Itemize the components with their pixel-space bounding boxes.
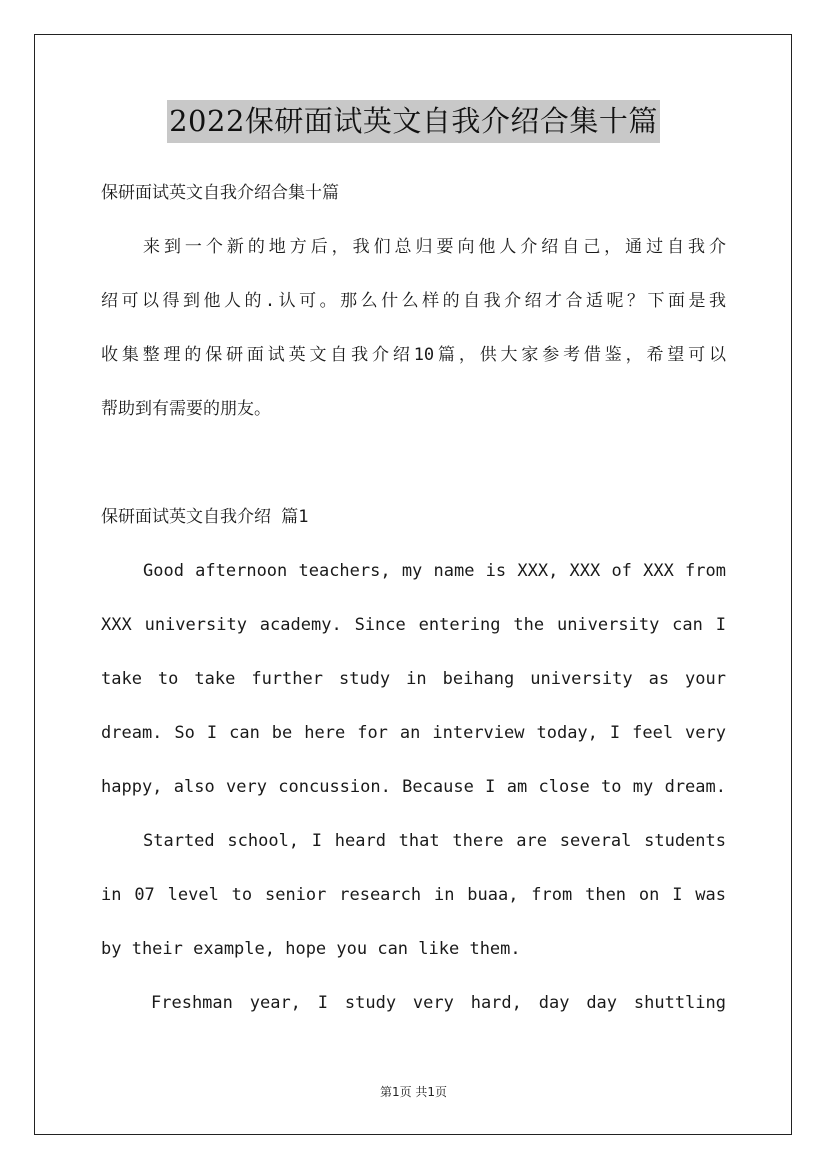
paragraph-line: Freshman year, I study very hard, day day shuttling (151, 993, 726, 1013)
paragraph-line: by their example, hope you can like them. (101, 939, 521, 959)
paragraph-line: dream. So I can be here for an interview today, I feel very (101, 723, 726, 743)
section-heading: 保研面试英文自我介绍 篇1 (101, 507, 309, 527)
paragraph-line: happy, also very concussion. Because I am close to my dream. (101, 777, 726, 797)
page-footer: 第1页 共1页 (379, 1085, 448, 1099)
intro-line: 帮助到有需要的朋友。 (101, 399, 271, 419)
paragraph-line: Started school, I heard that there are several students (143, 831, 726, 851)
document-body (101, 166, 726, 1030)
paragraph-line: Good afternoon teachers, my name is XXX, XXX of XXX from (143, 561, 726, 581)
intro-line: 来到一个新的地方后，我们总归要向他人介绍自己，通过自我介 (143, 237, 726, 257)
document-title: 2022保研面试英文自我介绍合集十篇 (167, 100, 660, 143)
intro-line: 绍可以得到他人的.认可。那么什么样的自我介绍才合适呢？下面是我 (101, 291, 726, 311)
spacer (101, 436, 726, 490)
paragraph-line: take to take further study in beihang university as your (101, 669, 726, 689)
paragraph-line: XXX university academy. Since entering the university can I (101, 615, 726, 635)
paragraph-line: in 07 level to senior research in buaa, from then on I was (101, 885, 726, 905)
intro-line: 收集整理的保研面试英文自我介绍10篇，供大家参考借鉴，希望可以 (101, 345, 726, 365)
title-container (0, 100, 827, 143)
subtitle: 保研面试英文自我介绍合集十篇 (101, 183, 339, 203)
